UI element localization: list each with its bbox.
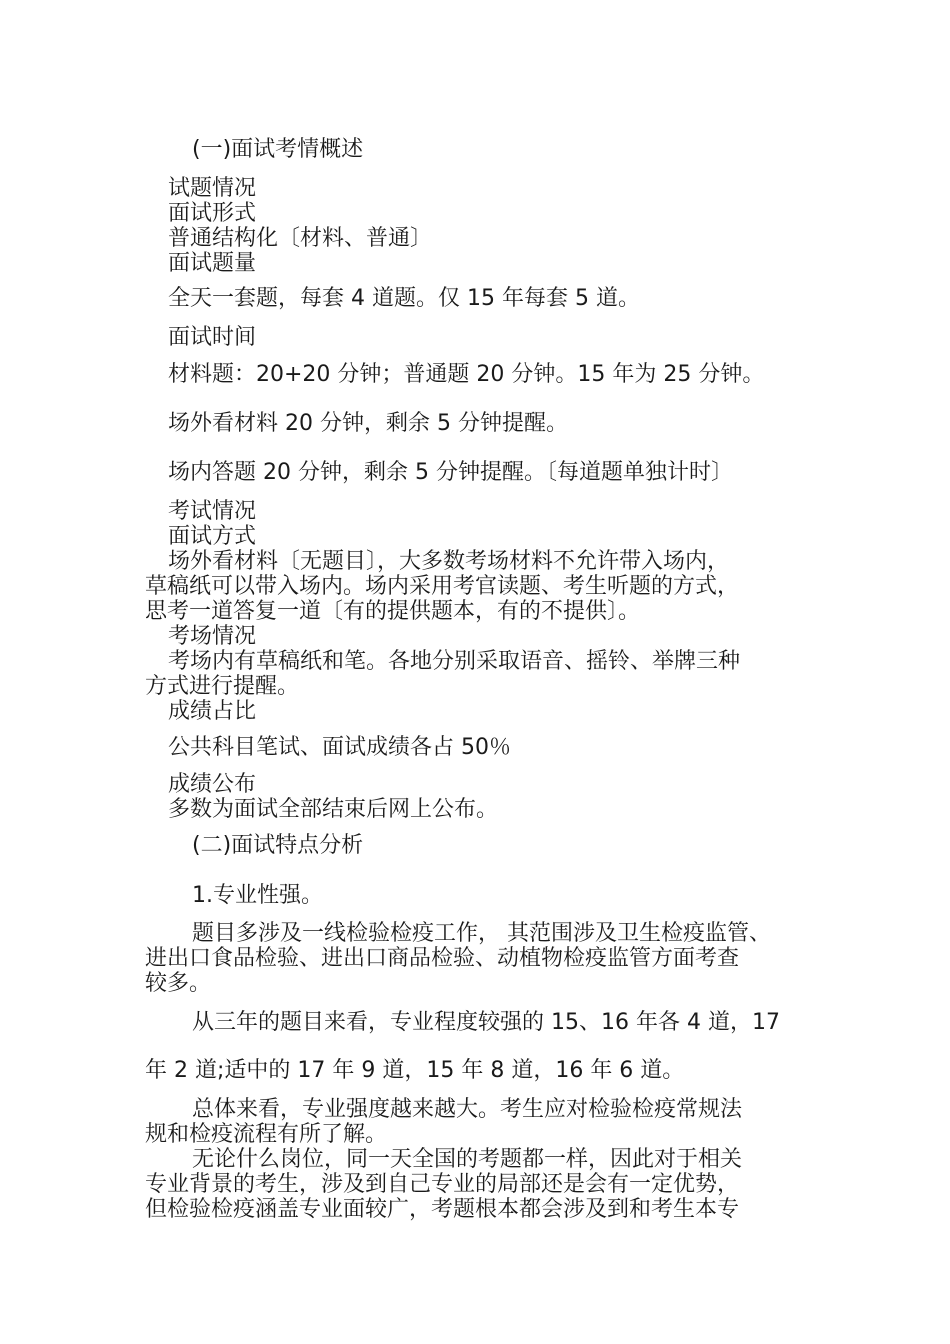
text-line: 草稿纸可以带入场内。场内采用考官读题、考生听题的方式，	[145, 574, 740, 599]
point-heading-1: 1.专业性强。	[192, 883, 323, 908]
text-line: 总体来看，专业强度越来越大。考生应对检验检疫常规法	[192, 1097, 743, 1122]
text-line: 考场内有草稿纸和笔。各地分别采取语音、摇铃、举牌三种	[168, 649, 741, 674]
item-heading-score-release: 成绩公布	[168, 772, 257, 797]
text-line: 材料题：20+20 分钟；普通题 20 分钟。15 年为 25 分钟。	[168, 362, 765, 387]
text-line: 思考一道答复一道〔有的提供题本，有的不提供〕。	[145, 599, 641, 624]
text-line: 公共科目笔试、面试成绩各占 50％	[168, 735, 511, 760]
item-heading-interview-format: 面试形式	[168, 201, 257, 226]
item-heading-score-ratio: 成绩占比	[168, 699, 257, 724]
subheading-exam-situation: 考试情况	[168, 499, 257, 524]
text-line: 全天一套题，每套 4 道题。仅 15 年每套 5 道。	[168, 286, 640, 311]
text-line: 多数为面试全部结束后网上公布。	[168, 797, 499, 822]
text-line: 专业背景的考生，涉及到自己专业的局部还是会有一定优势，	[145, 1172, 740, 1197]
text-line: 从三年的题目来看，专业程度较强的 15、16 年各 4 道，17	[192, 1010, 780, 1035]
section-heading-1: (一)面试考情概述	[192, 137, 364, 162]
text-line: 题目多涉及一线检验检疫工作， 其范围涉及卫生检疫监管、	[192, 921, 771, 946]
text-line: 规和检疫流程有所了解。	[145, 1122, 388, 1147]
text-line: 场外看材料 20 分钟，剩余 5 分钟提醒。	[168, 411, 568, 436]
item-heading-exam-room: 考场情况	[168, 624, 257, 649]
text-line: 进出口食品检验、进出口商品检验、动植物检疫监管方面考查	[145, 946, 740, 971]
text-line: 无论什么岗位，同一天全国的考题都一样，因此对于相关	[192, 1147, 743, 1172]
item-heading-question-count: 面试题量	[168, 251, 257, 276]
text-line: 普通结构化〔材料、普通〕	[168, 226, 433, 251]
subheading-exam-questions: 试题情况	[168, 176, 257, 201]
item-heading-interview-time: 面试时间	[168, 325, 257, 350]
text-line: 但检验检疫涵盖专业面较广，考题根本都会涉及到和考生本专	[145, 1197, 740, 1222]
text-line: 较多。	[145, 971, 212, 996]
text-line: 场外看材料〔无题目〕，大多数考场材料不允许带入场内，	[168, 549, 730, 574]
text-line: 场内答题 20 分钟，剩余 5 分钟提醒。〔每道题单独计时〕	[168, 460, 733, 485]
text-line: 年 2 道;适中的 17 年 9 道，15 年 8 道，16 年 6 道。	[145, 1058, 685, 1083]
text-line: 方式进行提醒。	[145, 674, 300, 699]
item-heading-interview-method: 面试方式	[168, 524, 257, 549]
section-heading-2: (二)面试特点分析	[192, 833, 364, 858]
